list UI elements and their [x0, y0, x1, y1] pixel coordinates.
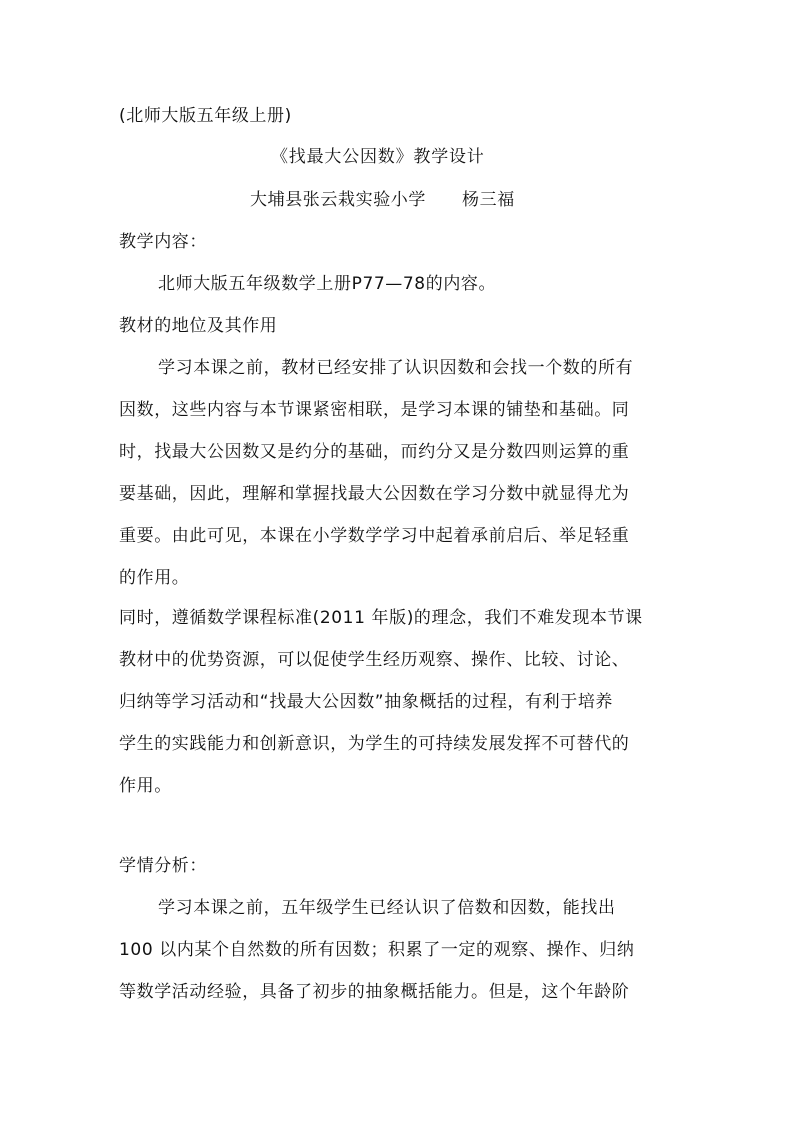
paragraph-line: 学习本课之前，教材已经安排了认识因数和会找一个数的所有 [158, 358, 634, 378]
paragraph-line: 100 以内某个自然数的所有因数；积累了一定的观察、操作、归纳 [119, 940, 635, 960]
paragraph-line: 等数学活动经验，具备了初步的抽象概括能力。但是，这个年龄阶 [119, 982, 630, 1002]
section-heading-content: 教学内容： [119, 232, 207, 252]
paragraph-line: 归纳等学习活动和“找最大公因数”抽象概括的过程，有利于培养 [119, 692, 614, 712]
paragraph-line: 的作用。 [119, 568, 190, 588]
edition-label: (北师大版五年级上册) [119, 106, 292, 126]
section-heading-analysis: 学情分析： [119, 856, 207, 876]
paragraph-line: 因数，这些内容与本节课紧密相联，是学习本课的铺垫和基础。同 [119, 400, 630, 420]
paragraph-line: 要基础，因此，理解和掌握找最大公因数在学习分数中就显得尤为 [119, 484, 630, 504]
paragraph-line: 学生的实践能力和创新意识，为学生的可持续发展发挥不可替代的 [119, 734, 630, 754]
paragraph-line: 时，找最大公因数又是约分的基础，而约分又是分数四则运算的重 [119, 442, 630, 462]
paragraph-line: 重要。由此可见，本课在小学数学学习中起着承前启后、举足轻重 [119, 526, 630, 546]
paragraph-line: 教材中的优势资源，可以促使学生经历观察、操作、比较、讨论、 [119, 650, 630, 670]
paragraph-line: 北师大版五年级数学上册P77—78的内容。 [158, 274, 497, 294]
section-heading-status: 教材的地位及其作用 [119, 316, 278, 336]
document-title: 《找最大公因数》教学设计 [271, 147, 485, 167]
paragraph-line: 作用。 [119, 776, 172, 796]
paragraph-line: 学习本课之前，五年级学生已经认识了倍数和因数，能找出 [158, 898, 616, 918]
author-line [250, 188, 515, 212]
paragraph-line: 同时，遵循数学课程标准(2011 年版)的理念，我们不难发现本节课 [119, 608, 643, 628]
author-school: 大埔县张云栽实验小学 [250, 190, 426, 210]
author-name: 杨三福 [462, 190, 515, 210]
